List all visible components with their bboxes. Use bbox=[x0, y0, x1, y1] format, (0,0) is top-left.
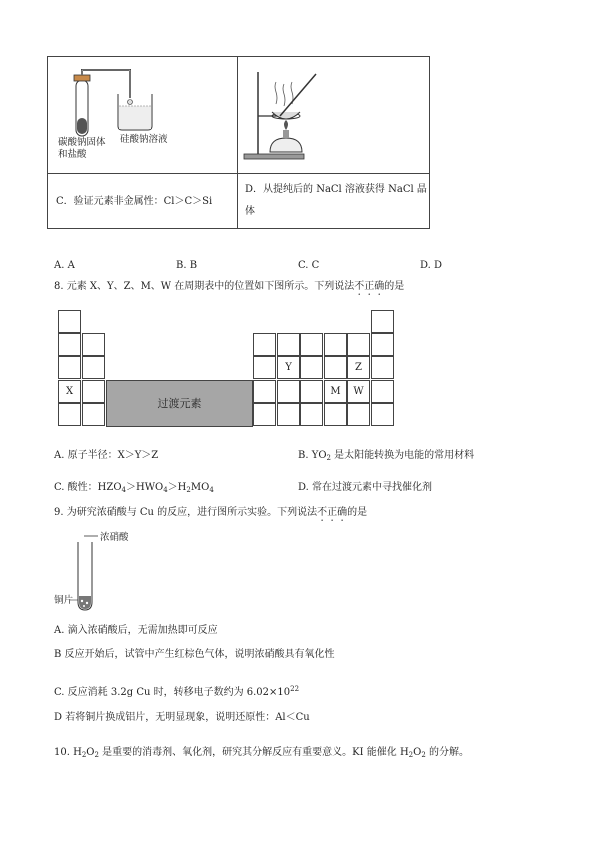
pt-cell bbox=[324, 356, 347, 379]
table-divider-horizontal bbox=[47, 173, 430, 174]
q8-option-c: C. 酸性：$HZO_4>HWO_4>H_2MO_4$ bbox=[54, 482, 214, 494]
q7-option-b: B. B bbox=[176, 260, 198, 271]
option-d-cell-text-line2: 体 bbox=[245, 206, 255, 217]
q9-option-b: B 反应开始后，试管中产生红棕色气体，说明浓硝酸具有氧化性 bbox=[54, 649, 335, 660]
pt-cell-y: Y bbox=[277, 356, 300, 379]
pt-cell bbox=[58, 333, 81, 356]
label-sodium-carbonate: 碳酸钠固体 bbox=[58, 137, 106, 148]
pt-cell bbox=[253, 356, 276, 379]
pt-cell bbox=[58, 403, 81, 426]
label-hydrochloric-acid: 和盐酸 bbox=[58, 149, 87, 160]
pt-cell bbox=[371, 333, 394, 356]
transition-elements-block: 过渡元素 bbox=[106, 380, 253, 427]
q7-option-c: C. C bbox=[298, 260, 320, 271]
label-copper-sheet: 铜片 bbox=[54, 595, 74, 606]
pt-cell bbox=[82, 356, 105, 379]
pt-cell bbox=[300, 403, 323, 426]
pt-cell-m: M bbox=[324, 380, 347, 403]
pt-cell-z: Z bbox=[347, 356, 370, 379]
pt-cell bbox=[300, 333, 323, 356]
pt-cell bbox=[58, 310, 81, 333]
pt-cell bbox=[82, 403, 105, 426]
q9-stem: 9. 为研究浓硝酸与 Cu 的反应，进行图所示实验。下列说法不正确的是 bbox=[54, 507, 368, 518]
pt-cell bbox=[371, 403, 394, 426]
q7-option-a: A. A bbox=[54, 260, 75, 271]
pt-cell bbox=[277, 333, 300, 356]
evaporation-apparatus-diagram bbox=[240, 60, 320, 165]
q7-option-d: D. D bbox=[420, 260, 443, 271]
q9-option-c: C. 反应消耗 3.2g Cu 时，转移电子数约为 $6.02\times 10^{22}$ bbox=[54, 685, 300, 698]
pt-cell bbox=[347, 403, 370, 426]
pt-cell bbox=[347, 333, 370, 356]
pt-cell bbox=[324, 403, 347, 426]
pt-cell bbox=[371, 310, 394, 333]
pt-cell bbox=[371, 356, 394, 379]
option-d-cell-text-line1: D．从提纯后的 NaCl 溶液获得 NaCl 晶 bbox=[245, 184, 427, 195]
pt-cell-w: W bbox=[347, 380, 370, 403]
pt-cell bbox=[300, 356, 323, 379]
q8-option-a: A. 原子半径：X＞Y＞Z bbox=[54, 450, 159, 461]
pt-cell bbox=[371, 380, 394, 403]
pt-cell bbox=[300, 380, 323, 403]
pt-cell bbox=[253, 403, 276, 426]
pt-cell bbox=[82, 333, 105, 356]
q8-option-b: B. $YO_2$ 是太阳能转换为电能的常用材料 bbox=[298, 450, 475, 462]
pt-cell-x: X bbox=[58, 380, 81, 403]
pt-cell bbox=[253, 380, 276, 403]
pt-cell bbox=[253, 333, 276, 356]
q8-option-d: D. 常在过渡元素中寻找催化剂 bbox=[298, 482, 433, 493]
q10-stem: 10. $H_2O_2$ 是重要的消毒剂、氧化剂，研究其分解反应有重要意义。KI 能催化 $H_2O_2$ 的分解。 bbox=[54, 747, 469, 759]
table-divider-vertical bbox=[237, 56, 238, 229]
pt-cell bbox=[277, 380, 300, 403]
pt-cell bbox=[277, 403, 300, 426]
q9-option-a: A. 滴入浓硝酸后，无需加热即可反应 bbox=[54, 625, 218, 636]
pt-cell bbox=[58, 356, 81, 379]
q8-stem: 8. 元素 X、Y、Z、M、W 在周期表中的位置如下图所示。下列说法不正确的是 bbox=[54, 281, 405, 292]
label-sodium-silicate: 硅酸钠溶液 bbox=[120, 134, 168, 145]
option-c-cell-text: C．验证元素非金属性：Cl＞C＞Si bbox=[56, 196, 213, 207]
q9-option-d: D 若将铜片换成铝片，无明显现象，说明还原性：Al＜Cu bbox=[54, 712, 310, 723]
pt-cell bbox=[324, 333, 347, 356]
pt-cell bbox=[82, 380, 105, 403]
label-concentrated-nitric-acid: 浓硝酸 bbox=[100, 532, 129, 543]
